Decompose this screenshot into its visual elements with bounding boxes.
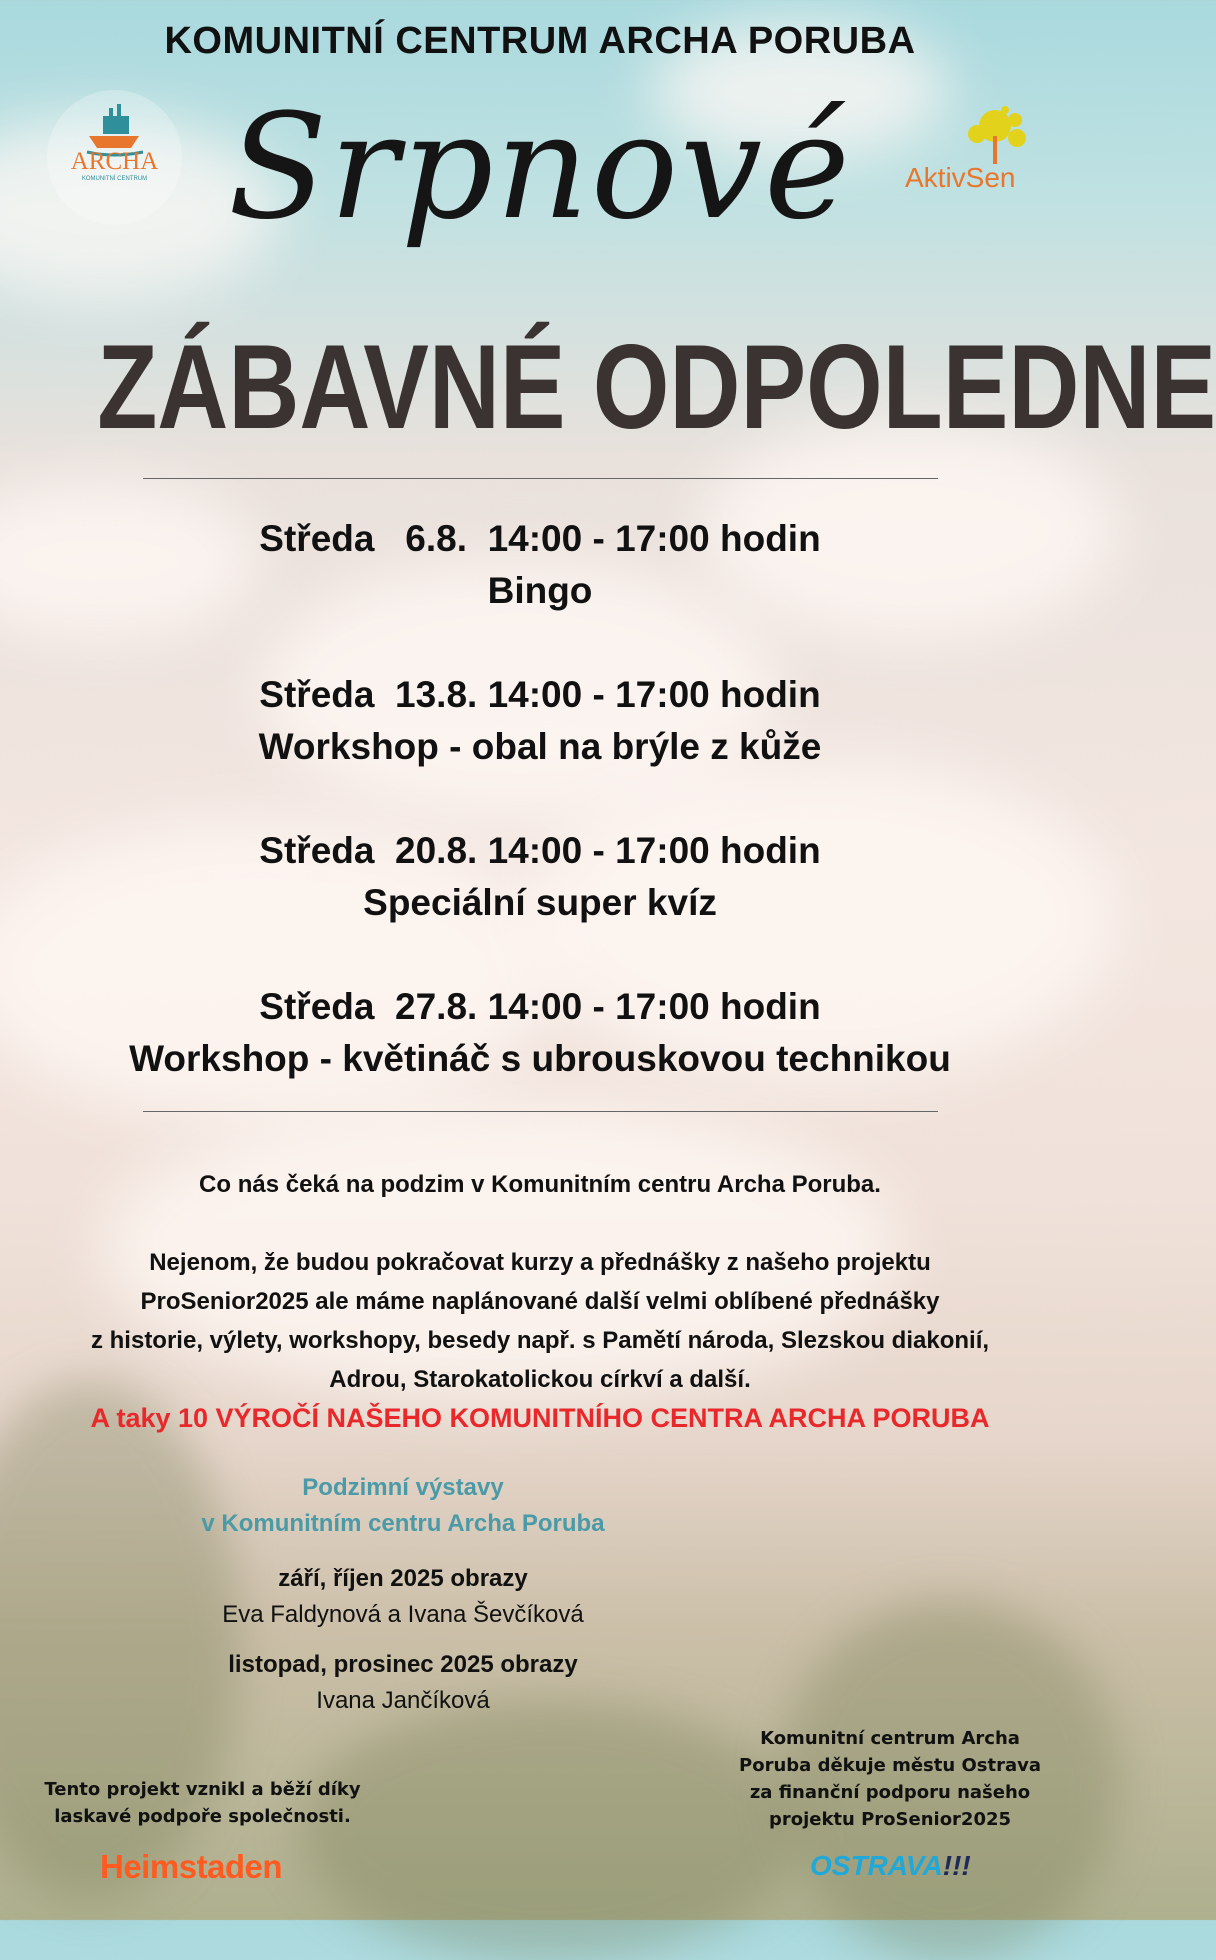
main-title: ZÁBAVNÉ ODPOLEDNE [97,320,1216,454]
archa-logo-subtext: KOMUNITNÍ CENTRUM [81,176,148,182]
exhibitions-heading [0,1470,806,1542]
event-item [0,825,1080,929]
heimstaden-logo: Heimstaden [100,1848,283,1885]
exhibition-item [0,1561,806,1633]
city-thanks-line: Poruba děkuje městu Ostrava [739,1755,1041,1776]
autumn-line: ProSenior2025 ale máme naplánované další velmi oblíbené přednášky [140,1288,940,1315]
archa-logo-text: ARCHA [70,148,159,175]
ostrava-logo [810,1850,971,1882]
event-item [0,513,1080,617]
event-activity: Bingo [487,570,593,611]
event-date: Středa 13.8. 14:00 - 17:00 hodin [259,674,821,715]
autumn-line: Nejenom, že budou pokračovat kurzy a přednášky z našeho projektu [149,1249,931,1276]
event-date: Středa 6.8. 14:00 - 17:00 hodin [259,518,821,559]
city-thanks-note [725,1725,1055,1833]
sponsor-note-line: laskavé podpoře společnosti. [54,1806,351,1827]
event-date: Středa 27.8. 14:00 - 17:00 hodin [259,986,821,1027]
autumn-line: z historie, výlety, workshopy, besedy např. s Pamětí národa, Slezskou diakonií, [90,1327,990,1354]
ostrava-logo-text: OSTRAVA [810,1850,943,1881]
sponsor-note-line: Tento projekt vznikl a běží díky [44,1779,361,1800]
exhibitions-heading-line: Podzimní výstavy [302,1474,504,1501]
autumn-line: Adrou, Starokatolickou církví a další. [329,1366,751,1393]
aktivsen-logo-text: AktivSen [905,162,1016,193]
autumn-intro: Co nás čeká na podzim v Komunitním centru Archa Poruba. [199,1171,881,1198]
event-item [0,981,1080,1085]
autumn-paragraph [0,1243,1080,1438]
exhibitions-heading-line: v Komunitním centru Archa Poruba [201,1510,605,1537]
event-activity: Workshop - obal na brýle z kůže [258,726,822,767]
exhibition-item [0,1647,806,1719]
city-thanks-line: za finanční podporu našeho [749,1782,1031,1803]
event-activity: Workshop - květináč s ubrouskovou technikou [129,1038,951,1079]
anniversary-highlight: A taky 10 VÝROČÍ NAŠEHO KOMUNITNÍHO CENTRA ARCHA PORUBA [90,1403,990,1433]
exhibition-artists: Eva Faldynová a Ivana Ševčíková [222,1601,584,1628]
divider [143,1111,938,1112]
exhibition-artists: Ivana Jančíková [316,1687,490,1714]
script-title: Srpnové [228,83,852,252]
city-thanks-line: projektu ProSenior2025 [768,1809,1012,1830]
sponsor-note [40,1776,365,1830]
city-thanks-line: Komunitní centrum Archa [760,1728,1020,1749]
exhibition-period: září, říjen 2025 obrazy [278,1565,528,1592]
divider [143,478,938,479]
event-date: Středa 20.8. 14:00 - 17:00 hodin [259,830,821,871]
event-activity: Speciální super kvíz [363,882,717,923]
event-item [0,669,1080,773]
organization-title: KOMUNITNÍ CENTRUM ARCHA PORUBA [164,20,916,62]
exhibition-period: listopad, prosinec 2025 obrazy [228,1651,578,1678]
ostrava-logo-exclamation: !!! [942,1850,971,1881]
